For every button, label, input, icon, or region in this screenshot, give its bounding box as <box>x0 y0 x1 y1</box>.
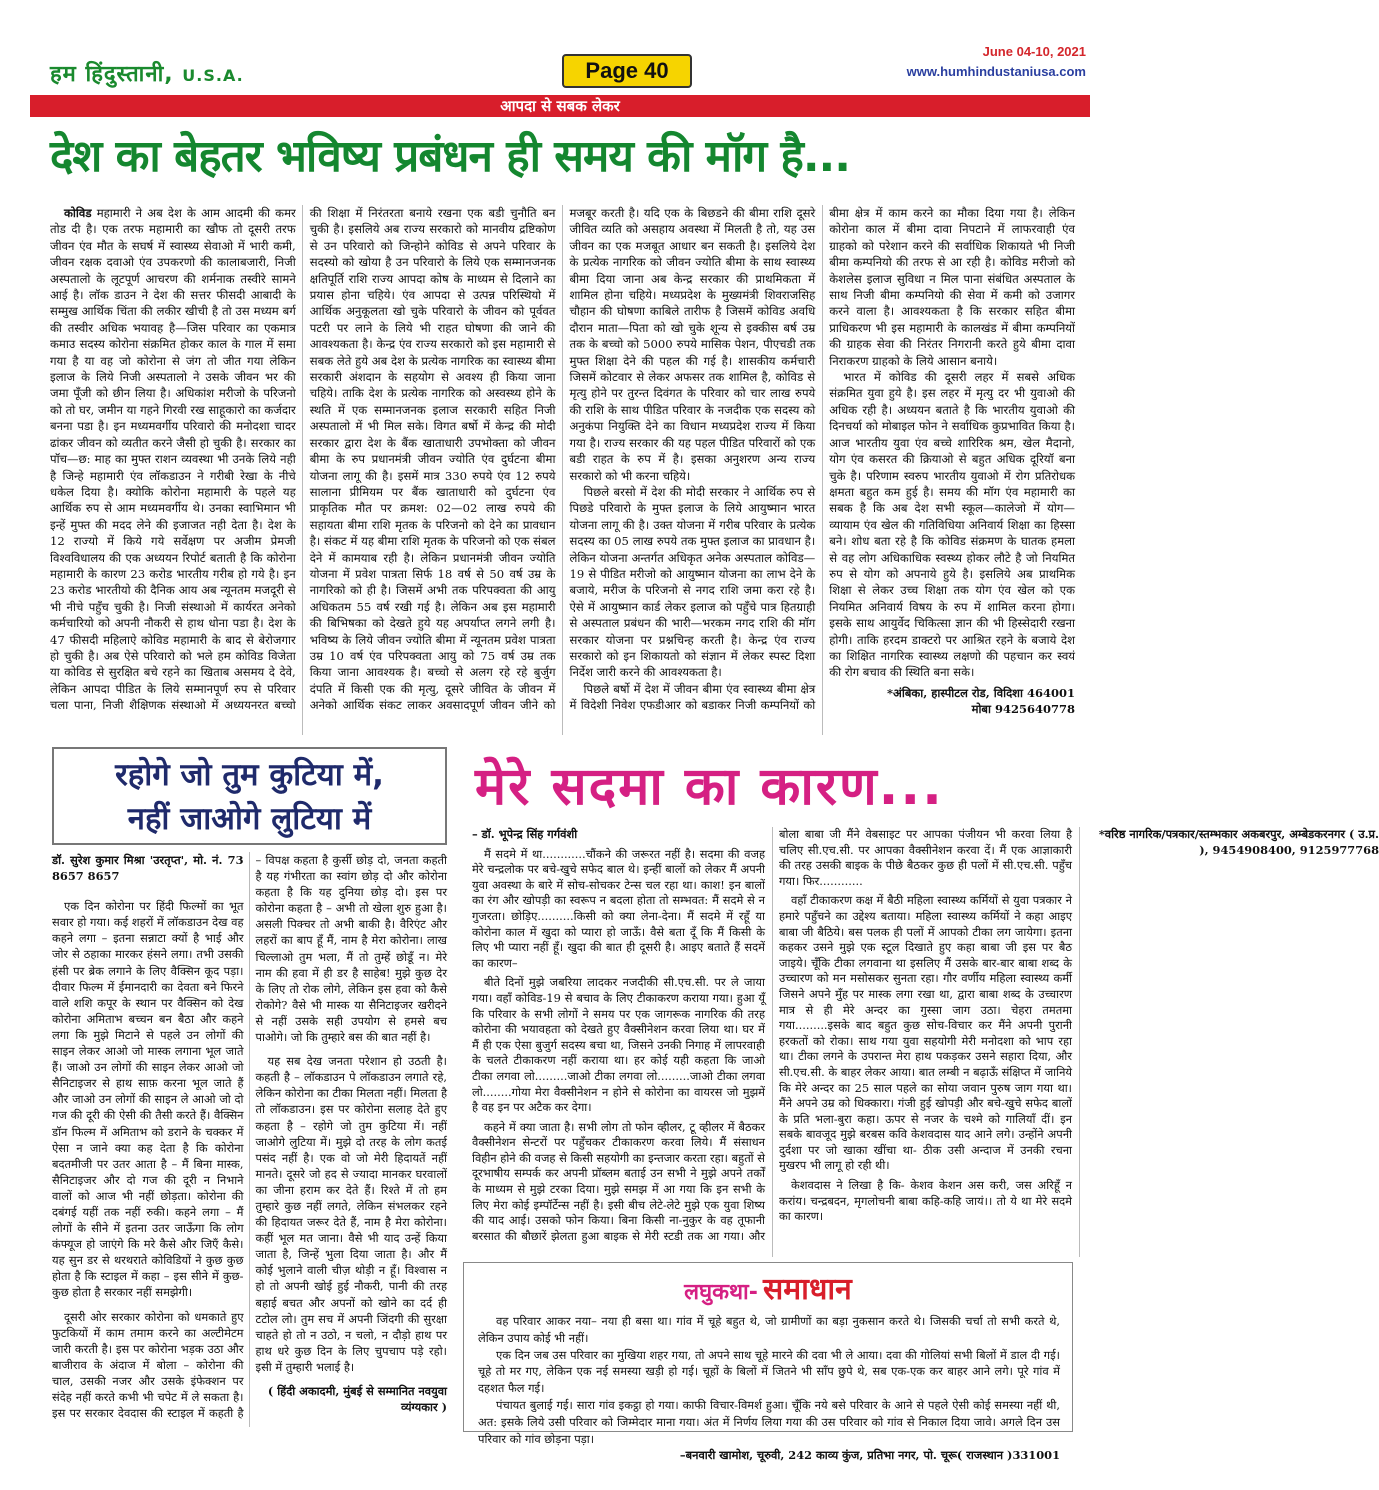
short-story-title: समाधान <box>762 1272 852 1307</box>
right-story-paragraph: वहाँ टीकाकरण कक्ष में बैठी महिला स्वास्थ्य कर्मियों से युवा पत्रकार ने हमारे पहुँचने का उद्देश्य बताया। महिला स्वास्थ्य कर्मियों ने कहा आइए बाबा जी बैठिये। बस पलक ही पलों में आपको टीका लग जायेगा। इतना कहकर उसने मुझे एक स्टूल दिखाते हुए कहा बाबा जी इस पर बैठ जाइये। चूँकि टीका लगवाना था इसलिए मैं उसके बार-बार बाबा शब्द के उच्चारण को मन मसोसकर सुनता रहा। गौर वर्णीय महिला स्वास्थ्य कर्मी जिसने अपने मुँह पर मास्क लगा रखा था, द्वारा बाबा शब्द के उच्चारण मात्र से ही मेरे अन्दर का गुस्सा जाग उठा। चेहरा तमतमा गया.........इसके बाद बहुत कुछ सोच-विचार कर मैंने अपनी पुरानी हरकतों को रोका। साथ गया युवा सहयोगी मेरी मनोदशा को भाप रहा था। टीका लगने के उपरान्त मेरा हाथ पकड़कर उसने सहारा दिया, और सी.एच.सी. के बाहर लेकर आया। बात लम्बी न बढ़ाऊँ संक्षिप्त में जानिये कि मेरे अन्दर का 25 साल पहले का सोया जवान पुरुष जाग गया था। मैंने अपने उम्र को धिक्कारा। गंजी हुई खोपड़ी और बचे-खुचे सफेद बालों के प्रति भला-बुरा कहा। ऊपर से नजर के चश्मे को गालियाँ दीं। इन सबके बावजूद मुझे बरबस कवि केशवदास याद आने लगे। उन्होंने अपनी दुर्दशा पर जो खाका खींचा था- ठीक उसी अन्दाज में उनकी रचना मुखरप भी लागू हो रही थी। <box>779 893 1072 1173</box>
right-story-author: – डॉ. भूपेन्द्र सिंह गर्गवंशी <box>472 827 578 841</box>
brand-logo <box>50 58 244 88</box>
left-story-paragraph: दूसरी ओर सरकार कोरोना को धमकाते हुए फुटकियों में काम तमाम करने का अल्टीमेटम जारी करती है। इस पर कोरोना भड़क उठा और बाजीराव के अंदाज में बोला – कोरोना की चाल, उसकी नजर और उसके इंफेक्शन पर संदेह नहीं करते कभी भी चपेट में ले सकता है। इस पर सरकार देवदास की स्टाइल में कहती है – विपक्ष कहता है कुर्सी छोड़ दो, जनता कहती है यह गंभीरता का स्वांग छोड़ दो और कोरोना कहता है कि यह दुनिया छोड़ दो। इस पर कोरोना कहता है – अभी तो खेला शुरु हुआ है। असली पिक्चर तो अभी बाकी है। वैरिएंट और लहरों का बाप हूँ मैं, नाम है मेरा कोरोना। लाख चिल्लाओ तुम भला, मैं तो तुम्हें छोडूँ न। मेरे नाम की हवा में ही डर है साहेब! मुझे कुछ देर के लिए तो रोक लोगे, लेकिन इस हवा को कैसे रोकोगे? वैसे भी मास्क या सैनिटाइजर खरीदने से नहीं उसके सही उपयोग से हमसे बच पाओगे। जो कि तुम्हारे बस की बात नहीं है। <box>52 853 447 1421</box>
left-story-paragraph: एक दिन कोरोना पर हिंदी फिल्मों का भूत सवार हो गया। कई शहरों में लॉकडाउन देख वह कहने लगा – इतना सन्नाटा क्यों है भाई और जोर से ठहाका मारकर हंसने लगा। तभी उसकी हंसी पर ब्रेक लगाने के लिए वैक्सिन कूद पड़ा। दीवार फिल्म में ईमानदारी का देवता बने फिरने वाले शशि कपूर के स्थान पर वैक्सिन को देख कोरोना अमिताभ बच्चन बन बैठा और कहने लगा कि मुझे मिटाने से पहले उन लोगों की साइन लेकर आओ जो मास्क लगाना भूल जाते हैं। जाओ उन लोगों की साइन लेकर आओ जो सैनिटाइजर से हाथ साफ़ करना भूल जाते हैं और जाओ उन लोगों की साइन ले आओ जो दो गज की दूरी की ऐसी की तैसी करते हैं। वैक्सिन डॉन फिल्म में अमिताभ को डराने के चक्कर में ऐसा न जाने क्या कह देता है कि कोरोना बदतमीजी पर उतर आता है – मैं बिना मास्क, सैनिटाइजर और दो गज की दूरी न निभाने वालों को आज भी नहीं छोड़ता। कोरोना की दबंगई यहीं तक नहीं रुकी। कहने लगा – मैं लोगों के सीने में इतना उतर जाऊँगा कि लोग कंफ्यूज हो जाएंगे कि मरे कैसे और जिएँ कैसे। यह सुन डर से थरथराते कोविडियों ने कुछ कुछ होता है कि स्टाइल में कहा – इस सीने में कुछ-कुछ होता है सरकार नहीं समझेगी। <box>52 899 244 1300</box>
main-article <box>50 205 1075 735</box>
website-link[interactable]: www.humhindustaniusa.com <box>906 64 1086 79</box>
article-paragraph: पिछले बर्षो में देश में जीवन बीमा एंव स्वास्थ्य बीमा क्षेत्र में विदेशी निवेश एफडीआर को बडाकर निजी कम्पनियों को बीमा क्षेत्र में काम करने का मौका दिया गया है। लेकिन कोरोना काल में बीमा दावा निपटाने में लाफरवाही एंव ग्राहको को परेशान करने की सर्वाधिक शिकायते भी निजी बीमा कम्पनियो की तरफ से आ रही है। कोविड मरीजो को केशलेस इलाज सुविधा न मिल पाना संबंधित अस्पताल के साथ निजी बीमा कम्पनियो की सेवा में कमी को उजागर करने वाला है। आवश्यकता है कि सरकार सहित बीमा प्राधिकरण भी इस महामारी के कालखंड में बीमा कम्पनियों की ग्राहक सेवा की निरंतर निगरानी करते हुये बीमा दावा निराकरण ग्राहको के लिये आसान बनाये। <box>569 206 1075 713</box>
left-story-signature: ( हिंदी अकादमी, मुंबई से सम्मानित नवयुवा व्यंग्यकार ) <box>267 1384 447 1415</box>
right-story-paragraph: केशवदास ने लिखा है कि- केशव केशन अस करी, जस अरिहूँ न करांय। चन्द्रबदन, मृगलोचनी बाबा कहि-कहि जायं।। तो ये था मेरे सदमे का कारण। <box>779 1178 1072 1224</box>
brand-name: हम हिंदुस्तानी, <box>50 62 174 87</box>
short-story-label: लघुकथा- <box>684 1280 758 1305</box>
section-label: आपदा से सबक लेकर <box>30 95 1090 117</box>
short-story-paragraph: एक दिन जब उस परिवार का मुखिया शहर गया, तो अपने साथ चूहे मारने की दवा भी ले आया। दवा की गोलियां सभी बिलों में डाल दी गई। चूहे तो मर गए, लेकिन एक नई समस्या खड़ी हो गई। चूहों के बिलों में जितने भी साँप छुपे थे, सब एक-एक कर बाहर आने लगे। पूरे गांव में दहशत फैल गई। <box>478 1347 1060 1396</box>
right-story-paragraph: बीते दिनों मुझे जबरिया लादकर नजदीकी सी.एच.सी. पर ले जाया गया। वहाँ कोविड-19 से बचाव के लिए टीकाकरण कराया गया। हुआ यूँ कि परिवार के सभी लोगों ने समय पर एक जागरूक नागरिक की तरह कोरोना की भयावहता को देखते हुए वैक्सीनेशन करवा लिया था। घर में मैं ही एक ऐसा बुजुर्ग सदस्य बचा था, जिसने उनकी निगाह में लापरवाही के चलते टीकाकरण नहीं कराया था। हर कोई यही कहता कि जाओ टीका लगवा लो.........जाओ टीका लगवा लो.........जाओ टीका लगवा लो........गोया मेरा वैक्सीनेशन न होने से कोरोना का वायरस जो मुझमें है वह इन पर अटैक कर देगा। <box>472 975 765 1115</box>
brand-country: U.S.A. <box>182 66 244 85</box>
right-story-paragraph: मैं सदमे में था............चौंकने की जरूरत नहीं है। सदमा की वजह मेरे चन्द्रलोक पर बचे-खुचे सफेद बाल थे। इन्हीं बालों को लेकर मैं अपनी युवा अवस्था के बारे में सोच-सोचकर टेन्स चल रहा था। काश! इन बालों का रंग और खोपड़ी का स्वरूप न बदला होता तो सम्भवत: मैं सदमे से न गुजरता। छोड़िए..........किसी को क्या लेना-देना। मैं सदमे में रहूँ या कोरोना काल में खुदा को प्यारा हो जाऊँ। वैसे बता दूँ कि मैं किसी के लिए भी प्यारा नहीं हूँ। खुदा की बात ही दूसरी है। आइए बताते हैं सदमें का कारण– <box>472 846 765 970</box>
left-story-title: रहोगे जो तुम कुटिया में, नहीं जाओगे लुटिया में <box>115 757 384 837</box>
author-mobile: मोबा 9425640778 <box>971 702 1075 717</box>
right-story-title: मेरे सदमा का कारण... <box>475 757 944 817</box>
issue-date: June 04-10, 2021 <box>982 44 1086 59</box>
masthead <box>30 38 1090 96</box>
short-story-paragraph: वह परिवार आकर नया– नया ही बसा था। गांव में चूहे बहुत थे, जो ग्रामीणों का बड़ा नुकसान करते थे। जिसकी चर्चा तो सभी करते थे, लेकिन उपाय कोई भी नहीं। <box>478 1314 1060 1345</box>
headline: देश का बेहतर भविष्य प्रबंधन ही समय की मॉग है... <box>50 131 850 182</box>
short-story-box <box>463 1262 1073 1463</box>
right-story-paragraph: कहने में क्या जाता है। सभी लोग तो फोन व्हीलर, टू व्हीलर में बैठकर वैक्सीनेशन सेन्टरों पर पहुँचकर टीकाकरण करवा लिये। मैं संसाधन विहीन होने की वजह से किसी सहयोगी का इन्तजार करता रहा। बहुतों से दूरभाषीय सम्पर्क कर अपनी प्रॉब्लम बताई उन सभी ने मुझे अपने तर्कों के माध्यम से मुझे टरका दिया। मुझे समझ में आ गया कि इन सभी के लिए मेरा कोई इम्पॉर्टेन्स नहीं है। इसी बीच लेटे-लेटे मुझे एक युवा शिष्य की याद आई। उसको फोन किया। बिना किसी ना-नुकुर के वह तूफानी बरसात की बौछारें झेलता हुआ बाइक से मेरी स्टडी तक आ गया। और बोला बाबा जी मैंने वेबसाइट पर आपका पंजीयन भी करवा लिया है चलिए सी.एच.सी. पर आपका वैक्सीनेशन करवा दें। मैं एक आज्ञाकारी की तरह उसकी बाइक के पीछे बैठकर कुछ ही पलों में सी.एच.सी. पहुँच गया। फिर............ <box>472 827 1072 1243</box>
right-story-body <box>472 827 1379 1257</box>
page-number: Page 40 <box>562 54 692 88</box>
author-address: *अंबिका, हास्पीटल रोड, विदिशा 464001 <box>887 685 1075 700</box>
short-story-heading <box>464 1263 1072 1308</box>
short-story-body <box>478 1313 1060 1464</box>
left-story-body <box>52 852 447 1427</box>
right-story-title-box <box>463 747 1073 827</box>
left-story-author: डॉ. सुरेश कुमार मिश्रा 'उरतृप्त', मो. नं. 73 8657 8657 <box>52 853 244 884</box>
article-paragraph: पिछले बरसो में देश की मोदी सरकार ने आर्थिक रुप से पिछडे परिवारो के मुफ्त इलाज के लिये आयुष्मान भारत योजना लागू की है। उक्त योजना में गरीब परिवार के प्रत्येक सदस्य का 05 लाख रुपये तक मुफ्त इलाज का प्रावधान है। लेकिन योजना अन्तर्गत अधिकृत अनेक अस्पताल कोविड—19 से पीडित मरीजो को आयुष्मान योजना का लाभ देने के बजाये, मरीज के परिजनो से नगद राशि जमा करा रहे है। ऐसे में आयुष्मान कार्ड लेकर इलाज को पहुँचे पात्र हितग्राही से अस्पताल प्रबंधन की भारी—भरकम नगद राशि की मॉग सरकार योजना पर प्रश्नचिन्ह करती है। केन्द्र एंव राज्य सरकारो को इन शिकायतो को संज्ञान में लेकर स्पस्ट दिशा निर्देश जारी करने की आवश्यकता है। <box>569 484 816 680</box>
right-story-signature: *वरिष्ठ नागरिक/पत्रकार/स्तम्भकार अकबरपुर, अम्बेडकरनगर ( उ.प्र. ), 9454908400, 9125977768 <box>1098 827 1379 857</box>
article-paragraph: भारत में कोविड की दूसरी लहर में सबसे अधिक संक्रमित युवा हुये है। इस लहर में मृत्यु दर भी युवाओ की अधिक रही है। अध्ययन बताते है कि भारतीय युवाओ की दिनचर्या को मोबाइल फोन ने सर्वाधिक कुप्रभावित किया है। आज भारतीय युवा एंव बच्चे शारिरिक श्रम, खेल मैदानो, योग एंव कसरत की क्रियाओ से बहुत अधिक दूरियॉ बना चुके है। परिणाम स्वरुप भारतीय युवाओ में रोग प्रतिरोधक क्षमता बहुत कम हुई है। समय की मॉग एंव महामारी का सबक है कि अब देश सभी स्कूल—कालेजो में योग—व्यायाम एंव खेल की गतिविधिया अनिवार्य शिक्षा का हिस्सा बने। शोध बता रहे है कि कोविड संक्रमण के घातक हमला से वह लोग अधिकाधिक स्वस्थ्य होकर लौटे है जो नियमित रुप से योग को अपनाये हुये है। इसलिये अब प्राथमिक शिक्षा से लेकर उच्च शिक्षा तक योग एंव खेल को एक नियमित अनिवार्य विषय के रुप में शामिल करना होगा। इसके साथ आयुर्वेद चिकित्सा ज्ञान की भी हिस्सेदारी रखना होगी। ताकि हरदम डाक्टरो पर आश्रित रहने के बजाये देश का शिक्षित नागरिक स्वास्थ्य लक्षणो की पहचान कर स्वयं की रोग बचाव की स्थिति बना सके। <box>829 370 1075 680</box>
left-story-paragraph: यह सब देख जनता परेशान हो उठती है। कहती है – लॉकडाउन पे लॉकडाउन लगाते रहे, लेकिन कोरोना का टीका मिलता नहीं। मिलता है तो लॉकडाउन। इस पर कोरोना सलाह देते हुए कहता है – रहोगे जो तुम कुटिया में। नहीं जाओगे लुटिया में। मुझे दो तरह के लोग कतई पसंद नहीं है। एक वो जो मेरी हिदायतें नहीं मानते। दूसरे जो हद से ज्यादा मानकर घरवालों का जीना हराम कर देते हैं। रिश्ते में तो हम तुम्हारे कुछ नहीं लगते, लेकिन संभलकर रहने की हिदायत जरूर देते हैं, नाम है मेरा कोरोना। कहीं भूल मत जाना। वैसे भी याद उन्हें किया जाता है, जिन्हें भुला दिया जाता है। और मैं कोई भुलाने वाली चीज़ थोड़ी न हूँ। विश्वास न हो तो अपनी खोई हुई नौकरी, पानी की तरह बहाई बचत और अपनों को खोने का दर्द ही टटोल लो। तुम सच में अपनी जिंदगी की सुरक्षा चाहते हो तो न उठो, न चलो, न दौड़ो हाथ पर हाथ धरे कुछ दिन के लिए चुपचाप पड़े रहो। इसी में तुम्हारी भलाई है। <box>255 1054 447 1374</box>
short-story-paragraph: पंचायत बुलाई गई। सारा गांव इकट्ठा हो गया। काफी विचार-विमर्श हुआ। चूँकि नये बसे परिवार के आने से पहले ऐसी कोई समस्या नहीं थी, अत: इसके लिये उसी परिवार को जिम्मेदार माना गया। अंत में निर्णय लिया गया की उस परिवार को गांव से निकाल दिया जावे। अगले दिन उस परिवार को गांव छोड़ना पड़ा। <box>478 1397 1060 1446</box>
left-story-title-box <box>52 747 447 845</box>
article-paragraph: कोविड महामारी ने अब देश के आम आदमी की कमर तोड दी है। एक तरफ महामारी का खौफ तो दूसरी तरफ जीवन एंव मौत के सघर्ष में स्वास्थ्य सेवाओ में भारी कमी, जीवन रक्षक दवाओ एंव उपकरणो की कालाबजारी, निजी अस्पतालो के लूटपूर्ण आचरण की शर्मनाक तस्वीरे सामने आई है। लॉक डाउन ने देश की सत्तर फीसदी आबादी के सम्मुख आर्थिक चिंता की लकीर खीची है तो उस मध्यम बर्ग की तस्वीर अधिक भयावह है—जिस परिवार का एकमात्र कमाउ सदस्य कोरोना संक्रमित होकर काल के गाल में समा गया है या वह जो कोरोना से जंग तो जीत गया लेकिन इलाज के लिये निजी अस्पतालो ने उसके जीवन भर की जमा पूँजी को छीन लिया है। अधिकांश मरीजो के परिजनो को तो घर, जमीन या गहने गिरवी रख साहूकारो का कर्जदार बनना पडा है। इन मध्यमवर्गीय परिवारो की मनोदशा चादर ढांकर जीवन को व्यतीत करने जैसी हो चुकी है। सरकार का पॉच—छ: माह का मुफ्त राशन व्यवस्था भी उनके लिये नही है जिन्हे महामारी एंव लॉकडाउन ने गरीबी रेखा के नीचे धकेल दिया है। क्योकि कोरोना महामारी के पहले यह आर्थिक रुप से आम मध्यमवर्गीय थे। उनका स्वाभिमान भी इन्हें मुफ्त की मदद लेने की इजाजत नही देता है। देश के 12 राज्यो में किये गये सर्वेक्षण पर अजीम प्रेमजी विश्वविधालय की एक अध्ययन रिपोर्ट बताती है कि कोरोना महामारी के कारण 23 करोड भारतीय गरीब हो गये है। इन 23 करोड भारतीयो की दैनिक आय अब न्यूनतम मजदूरी से भी नीचे पहुँच चुकी है। निजी संस्थाओ में कार्यरत अनेको कर्मचारियो को अपनी नौकरी से हाथ धोना पडा है। देश के 47 फीसदी महिलाऐ कोविड महामारी के बाद से बेरोजगार हो चुकी है। अब ऐसे परिवारो को भले हम कोविड विजेता या कोविड से सुरक्षित बचे रहने का खिताब असमय दे देवे, लेकिन आपदा पीडित के लिये सम्मानपूर्ण रुप से परिवार चला पाना, निजी शैक्षिणक संस्थाओ में अध्ययनरत बच्चो की शिक्षा में निरंतरता बनाये रखना एक बडी चुनौति बन चुकी है। इसलिये अब राज्य सरकारो को मानवीय द्रष्टिकोण से उन परिवारो को जिन्होने कोविड से अपने परिवार के सदस्यो को खोया है उन परिवारो के लिये एक सम्मानजनक क्षतिपूर्ति राशि राज्य आपदा कोष के माध्यम से दिलाने का प्रयास होना चहिये। एंव आपदा से उत्पन्न परिस्थियो में आर्थिक अनुकूलता खो चुके परिवारो के जीवन को पूर्ववत पटरी पर लाने के लिये भी राहत घोषणा की जाने की आवश्यकता है। केन्द्र एंव राज्य सरकारो को इस महामारी से सबक लेते हुये अब देश के प्रत्येक नागरिक का स्वास्थ्य बीमा सरकारी अंशदान के सहयोग से अवश्य ही किया जाना चहिये। ताकि देश के प्रत्येक नागरिक को अस्वस्थ्य होने के स्थति में एक सम्मानजनक इलाज सरकारी सहित निजी अस्पतालो में भी मिल सके। विगत बर्षो में केन्द्र की मोदी सरकार द्वारा देश के बैंक खाताधारी उपभोक्ता को जीवन बीमा के रुप प्रधानमंत्री जीवन ज्योति एंव दुर्घटना बीमा योजना लागू की है। इसमें मात्र 330 रुपये एंव 12 रुपये सालाना प्रीमियम पर बैंक खाताधारी को दुर्घटना एंव प्राकृतिक मौत पर क्रमश: 02—02 लाख रुपये की सहायता बीमा राशि मृतक के परिजनो को देने का प्रावधान है। संकट में यह बीमा राशि मृतक के परिजनो को एक संबल देने में कामयाब रही है। लेकिन प्रधानमंत्री जीवन ज्योति योजना में प्रवेश पात्रता सिर्फ 18 वर्ष से 50 वर्ष उम्र के नागरिको को ही है। जिसमें अभी तक परिपक्वता की आयु अधिकतम 55 वर्ष रखी गई है। लेकिन अब इस महामारी की बिभिषका को देखते हुये यह अपर्याप्त लगने लगी है। भविष्य के लिये जीवन ज्योति बीमा में न्यूनतम प्रवेश पात्रता उम्र 10 वर्ष एंव परिपक्वता आयु को 75 वर्ष उम्र तक किया जाना आवश्यक है। बच्चो से अलग रहे रहे बुर्जुग दंपति में किसी एक की मृत्यु, दूसरे जीवित के जीवन में अनेको आर्थिक संकट लाकर अवसादपूर्ण जीवन जीने को मजबूर करती है। यदि एक के बिछडने की बीमा राशि दूसरे जीवित व्यति को असहाय अवस्था में मिलती है तो, यह उस जीवन का एक मजबूत आधार बन सकती है। इसलिये देश के प्रत्येक नागरिक को जीवन ज्योति बीमा के साथ स्वास्थ्य बीमा दिया जाना अब केन्द्र सरकार की प्राथमिकता में शामिल होना चहिये। मध्यप्रदेश के मुख्यमंत्री शिवराजसिह चौहान की घोषणा काबिले तारीफ है जिसमें कोविड अवधि दौरान माता—पिता को खो चुके शून्य से इक्कीस बर्ष उम्र तक के बच्चो को 5000 रुपये मासिक पेशन, पीएचडी तक मुफ्त शिक्षा देने की पहल की गई है। शासकीय कर्मचारी जिसमें कोटवार से लेकर अफसर तक शामिल है, कोविड से मृत्यु होने पर तुरन्त दिवंगत के परिवार को चार लाख रुपये की राशि के साथ पीडित परिवार के नजदीक एक सदस्य को अनुकंपा नियुक्ति देने का विधान मध्यप्रदेश राज्य में किया गया है। राज्य सरकार की यह पहल पीडित परिवारों को एक बडी राहत के रुप में है। इसका अनुशरण अन्य राज्य सरकारो को भी करना चहिये। <box>50 206 816 713</box>
short-story-signature: –बनवारी खामोश, चूरुवी, 242 काव्य कुंज, प्रतिभा नगर, पो. चूरू( राजस्थान )331001 <box>679 1448 1060 1463</box>
lead-word: कोविड <box>64 206 92 220</box>
article-signature <box>829 685 1075 718</box>
